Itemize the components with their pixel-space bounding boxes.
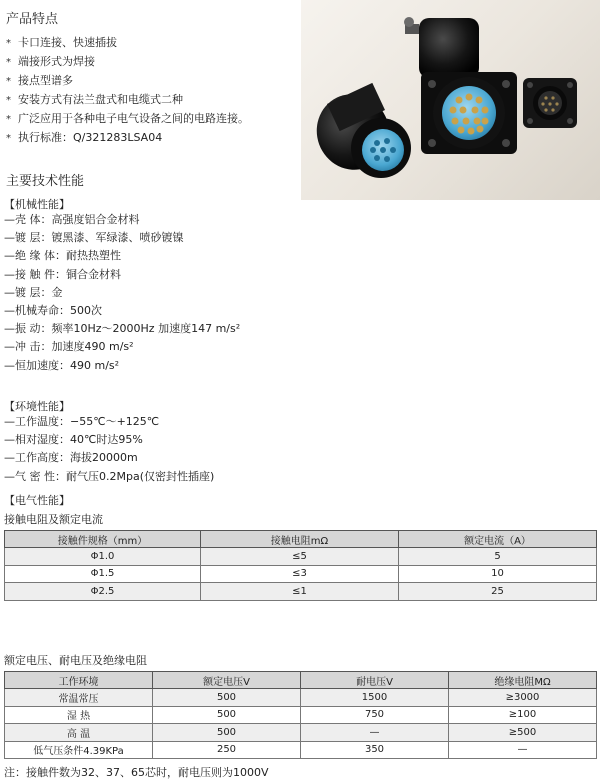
- table-header-row: [5, 672, 597, 689]
- column-header: 耐电压V: [301, 672, 449, 689]
- plug-connector: [306, 83, 411, 180]
- column-header: 额定电压V: [153, 672, 301, 689]
- contact-resistance-table: [4, 530, 597, 601]
- list-item: —机械寿命：500次: [4, 303, 102, 317]
- table1-title: 接触电阻及额定电流: [4, 513, 103, 526]
- column-header: 工作环境: [5, 672, 153, 689]
- list-item: —冲 击：加速度490 m/s²: [4, 340, 134, 354]
- table2-title: 额定电压、耐电压及绝缘电阻: [4, 654, 147, 667]
- list-item: —镀 层：镀黑漆、军绿漆、喷砂镀镍: [4, 231, 184, 245]
- list-item: * 广泛应用于各种电子电气设备之间的电路连接。: [6, 112, 249, 125]
- column-header: 接触电阻mΩ: [201, 531, 399, 548]
- table-row: 低气压条件4.39KPa 250 350 —: [5, 741, 597, 759]
- column-header: 绝缘电阻MΩ: [449, 672, 597, 689]
- list-item: —气 密 性：耐气压0.2Mpa(仅密封性插座): [4, 469, 215, 483]
- list-item: —壳 体：高强度铝合金材料: [4, 213, 140, 226]
- table-row: Φ1.0 ≤5 5: [5, 548, 597, 566]
- specs-title: 主要技术性能: [6, 174, 85, 189]
- list-item: —接 触 件：铜合金材料: [4, 267, 121, 281]
- small-receptacle: [523, 78, 577, 128]
- environment-list: [4, 413, 214, 486]
- list-item: —工作温度：−55℃～+125℃: [4, 415, 160, 428]
- list-item: —恒加速度：490 m/s²: [4, 358, 120, 372]
- list-item: * 安装方式有法兰盘式和电缆式二种: [6, 93, 183, 106]
- list-item: * 接点型谱多: [6, 74, 73, 87]
- table-row: 常温常压 500 1500 ≥3000: [5, 689, 597, 707]
- table-row: 高 温 500 — ≥500: [5, 724, 597, 742]
- footnote: 注：接触件数为32、37、65芯时，耐电压则为1000V: [4, 766, 269, 779]
- features-list: [6, 33, 249, 147]
- voltage-insulation-table: [4, 671, 597, 759]
- list-item: * 端接形式为焊接: [6, 55, 95, 68]
- list-item: —镀 层：金: [4, 285, 63, 299]
- electrical-title: 【电气性能】: [4, 494, 70, 507]
- mechanical-title: 【机械性能】: [4, 198, 70, 211]
- table-row: 湿 热 500 750 ≥100: [5, 706, 597, 724]
- mechanical-list: [4, 211, 240, 375]
- table-row: Φ1.5 ≤3 10: [5, 565, 597, 583]
- product-photo: [301, 0, 600, 200]
- list-item: —相对湿度：40℃时达95%: [4, 433, 143, 447]
- column-header: 接触件规格（mm）: [5, 531, 201, 548]
- list-item: * 执行标准：Q/321283LSA04: [6, 131, 163, 144]
- environment-title: 【环境性能】: [4, 400, 70, 413]
- flange-receptacle: [404, 17, 517, 154]
- list-item: —振 动：频率10Hz～2000Hz 加速度147 m/s²: [4, 322, 241, 336]
- list-item: —工作高度：海拔20000m: [4, 451, 138, 465]
- table-header-row: [5, 531, 597, 548]
- list-item: —绝 缘 体：耐热热塑性: [4, 249, 121, 263]
- list-item: * 卡口连接、快速插拔: [6, 36, 117, 49]
- features-title: 产品特点: [6, 12, 59, 27]
- column-header: 额定电流（A）: [399, 531, 597, 548]
- table-row: Φ2.5 ≤1 25: [5, 583, 597, 601]
- connector-illustration: [301, 0, 600, 200]
